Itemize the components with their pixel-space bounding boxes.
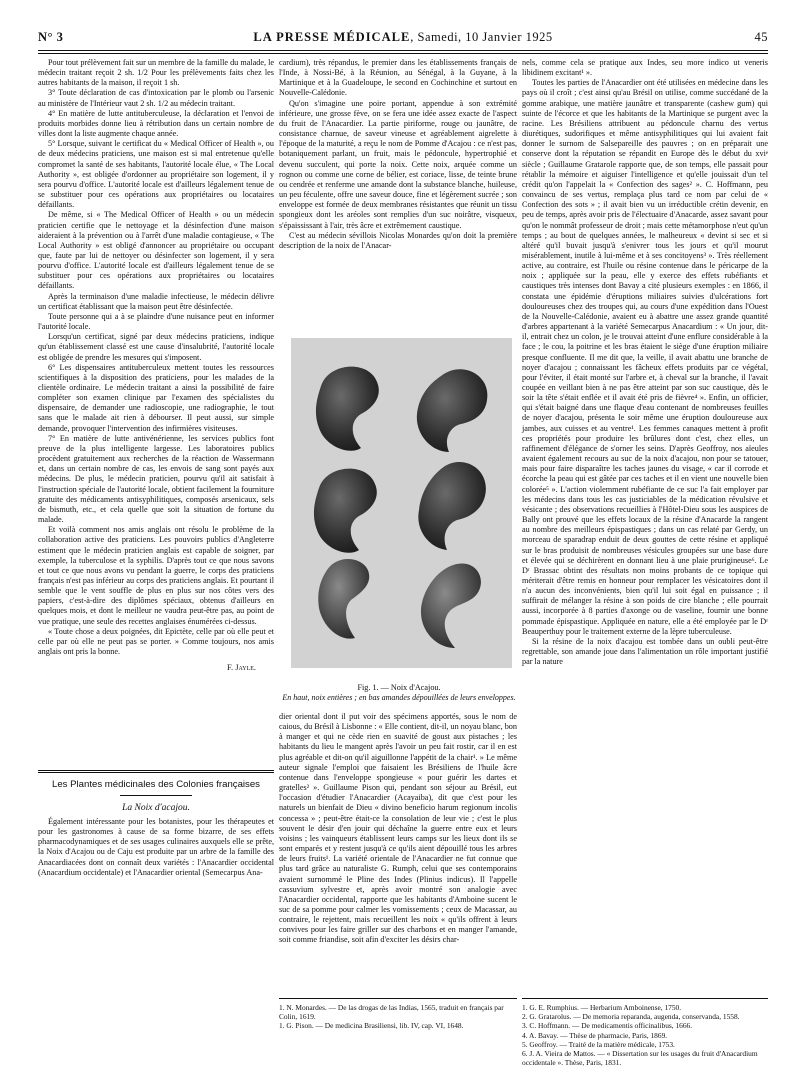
footnote-rule-col3 xyxy=(522,998,768,999)
column-2-bottom xyxy=(279,712,517,946)
page-header xyxy=(38,30,768,48)
paragraph: Qu'on s'imagine une poire portant, appendue à son extrémité inférieure, une grosse fève, on se fera une idée assez exacte de l'aspect du fruit de l'Anacardier. La partie piriforme, rouge ou jaunâtre, de consistance charnue, de saveur vineuse et agréablement aigrelette à l'époque de la maturité, a reçu le nom de Pomme d'Acajou : ce n'est pas, botaniquement parlant, un fruit, mais le pédoncule, hypertrophié et devenu succulent, qui porte la noix. Cette noix, arquée comme un rognon ou comme une corne de bélier, est coriace, lisse, de teinte brune ou cendrée et renferme une amande dont la substance blanche, huileuse, un peu féculente, offre une saveur douce, fine et légèrement sucrée ; son enveloppe est formée de deux membranes résistantes que réunit un tissu spongieux dont les aréoles sont remplies d'un suc noirâtre, visqueux, s'épaississant à l'air, très âcre et extrêmement caustique. xyxy=(279,98,517,230)
page-number: 45 xyxy=(754,30,768,44)
issue-date: , Samedi, 10 Janvier 1925 xyxy=(410,30,553,44)
paragraph: Toute personne qui a à se plaindre d'une nuisance peut en informer l'autorité locale. xyxy=(38,311,274,332)
paragraph: 7° En matière de lutte antivénérienne, les services publics font preuve de la plus intelligente largesse. Les laboratoires publics procèdent gratuitement aux recherches de la réaction de Wassermann et, dans un certain nombre de cas, les envois de sang sont payés aux médecins. De plus, le médecin praticien, pourvu qu'il ait satisfait à l'instruction spéciale de l'autorité locale, obtient facilement la fourniture gratuite des médicaments antisyphilitiques, composés arsenicaux, sels de bismuth, etc., et cela quelle que soit la situation de fortune du malade. xyxy=(38,433,274,525)
footnote: 4. A. Bavay. — Thèse de pharmacie, Paris, 1869. xyxy=(522,1030,668,1040)
footnote: 5. Geoffroy. — Traité de la matière médicale, 1753. xyxy=(522,1039,675,1049)
paragraph: dier oriental dont il put voir des spécimens apportés, sous le nom de caious, du Brésil à Lisbonne : « Elle contient, dit-il, un noyau blanc, bon à manger et qui ne cède rien en suavité de goust aux pistaches ; les habitants du lieu le mangent après l'avoir un peu fait rostir, car il en est plus agréable et dit-on qu'il aiguillonne l'appétit de la chair¹. » Le même auteur signale l'emploi que faisaient les Brésiliens de l'huile âcre contenue dans l'enveloppe spongieuse « pour guérir les dartes et gratelles² ». Guillaume Pison qui, pendant son séjour au Brésil, eut l'occasion d'étudier l'Anacardier (Acayaiba), dit que c'est pour les naturels un bienfait de Dieu « divino beneficio harum regionum incolis concessa » ; peut-être était-ce la consolation de leur vie ; c'est le plus souvent le désir d'en jouir qui déchaîne la guerre entre eux et leurs voisins ; les vainqueurs établissent leurs camps sur les lieux dont ils se sont emparés et y restent jusqu'à ce qu'ils aient dépouillé tous les arbres de leurs fruits¹. La variété orientale de l'Anacardier ne fut connue que plus tard grâce au naturaliste G. Rumph, celui que ses contemporains avaient surnommé le Pline des Indes (Plinius indicus). Il l'appelle cassuvium sylvestre et, après avoir montré son analogie avec l'Anacardier occidental, rapporte que les habitants d'Amboine sucent le suc de sa pomme pour calmer les vomissements ; ceux de Macassar, au contraire, le rejettent, mais recueillent les noix « qu'ils offrent à leurs convives pour les faire griller sur des charbons et en manger l'amande, soit comme friandise, soit afin d'exciter les désirs char- xyxy=(279,712,517,945)
paragraph: nels, comme cela se pratique aux Indes, seu more indico ut veneris libidinem excitant¹ ». xyxy=(522,58,768,78)
paragraph: cardium), très répandus, le premier dans les établissements français de l'Inde, à Nossi-Bé, à la Réunion, au Sénégal, à la Guyane, à la Martinique et à la Guadeloupe, le second en Cochinchine et surtout en Nouvelle-Calédonie. xyxy=(279,58,517,98)
column-2-top xyxy=(279,58,517,251)
footnote: 1. G. Pison. — De medicina Brasiliensi, lib. IV, cap. VI, 1648. xyxy=(279,1021,464,1031)
paragraph: Pour tout prélèvement fait sur un membre de la famille du malade, le médecin traitant reçoit 2 sh. 1/2 Pour les prélèvements faits chez les autres habitants de la maison, il reçoit 1 sh. xyxy=(38,58,274,88)
paragraph: 4° En matière de lutte antituberculeuse, la déclaration et l'envoi de produits morbides donne lieu à rétribution dans un certain nombre de villes dont la liste augmente chaque année. xyxy=(38,108,274,139)
paragraph: 5° Lorsque, suivant le certificat du « Medical Officer of Health », ou de deux médecins praticiens, une maison est si mal entretenue qu'elle compromet la santé de ses habitants, l'autorité locale élue, « The Local Authority », est obligée d'ordonner au propriétaire son logement, il y sera pourvu d'office. L'autorité locale est d'ailleurs légalement tenue de se substituer pour ces opérations aux propriétaires ou locataires défaillants. xyxy=(38,139,274,210)
header-rule xyxy=(38,50,768,51)
paragraph: C'est au médecin sévillois Nicolas Monardes qu'on doit la première description de la noix de l'Anacar- xyxy=(279,230,517,250)
paragraph: Et voilà comment nos amis anglais ont résolu le problème de la collaboration active des praticiens. Les pouvoirs publics d'Angleterre estiment que le médecin praticien anglais est capable de soigner, par exemple, la tuberculose et la syphilis. D'après tout ce que nous savons et tout ce que nous avons vu pendant la guerre, le corps des praticiens français n'est pas inférieur au corps des praticiens anglais. Et pourtant il semble que le vent souffle de plus en plus sur nos côtes vers des papiers, c'est-à-dire des diplômes spéciaux, obtenus d'ailleurs en quelques mois, et dont le meilleur ne vaudra peut-être pas, au point de vue pratique, une seule des recettes anglaises énumérées ci-dessus. xyxy=(38,525,274,626)
subsection-title: La Noix d'acajou. xyxy=(122,803,190,813)
paragraph: Après la terminaison d'une maladie infectieuse, le médecin délivre un certificat établissant que la maison peut être désinfectée. xyxy=(38,291,274,311)
figure-caption xyxy=(281,683,517,703)
footnote: 1. N. Monardes. — De las drogas de las Indias, 1565, traduit en français par Colin, 1619. xyxy=(279,1003,504,1022)
paragraph: « Toute chose a deux poignées, dit Epictète, celle par où elle peut et celle par où elle ne peut pas se porter. » Comme toujours, nos amis anglais ont pris la bonne. xyxy=(38,626,274,657)
figure-cashew-nuts-photo xyxy=(291,338,512,668)
masthead xyxy=(38,30,768,45)
caption-description: En haut, noix entières ; en bas amandes dépouillées de leurs enveloppes. xyxy=(282,693,516,703)
caption-title: Fig. 1. — Noix d'Acajou. xyxy=(357,683,441,692)
journal-title: LA PRESSE MÉDICALE xyxy=(253,30,411,44)
section-title: Les Plantes médicinales des Colonies françaises xyxy=(52,779,260,790)
paragraph: Toutes les parties de l'Anacardier ont été utilisées en médecine dans les pays où il croît ; c'est ainsi qu'au Brésil on utilise, comme succédané de la gomme arabique, une matière jaunâtre et transparente (cashew gum) qui suinte de l'écorce et que les habitants de la Martinique se purgent avec la racine. Les Brésiliens attribuent au pédoncule charnu des vertus diurétiques, sudorifiques et même antisyphilitiques qui lui avaient fait donner le surnom de Salsepareille des pauvres ; on en préparait une conserve dont la réputation se répandit en Europe dès le début du xviᵉ siècle ; Guillaume Gratarole rapporte que, de son temps, elle passait pour rétablir la mémoire et aiguiser l'intelligence et qu'elle jouissait d'un tel crédit qu'on l'appelait la « Confection des sages² ». C. Hoffmann, peu convaincu de ses vertus, remplaça plus tard ce nom par celui de « Confection des sots » ; il avait bien vu un irréductible crétin devenir, en peu de temps, après avoir pris de l'électuaire d'Anacarde, assez savant pour qu'on le nommât professeur de droit ; mais cette métamorphose n'eut qu'un temps ; au bout de quelques années, le malheureux « devint si sec et si altéré qu'il buvait jusqu'à s'enivrer tous les jours et qu'il mourut misérablement, inutile à lui-même et à ses concitoyens³ ». Très réellement active, au contraire, est l'huile ou résine contenue dans le péricarpe de la noix ; appliquée sur la peau, elle y exerce des effets rubéfiants et caustiques très intenses dont Bavay a cité plusieurs exemples : en 1866, il constata une épidémie d'éruptions miliaires suivies d'ulcérations fort douloureuses chez des troupes qui, au cours d'une expédition dans l'Ouest de la Nouvelle-Calédonie, avaient eu à abattre une assez grande quantité d'arbres appartenant à la variété Semecarpus Anacardium : « Un jour, dit-il, entrait chez un colon, je le trouvai atteint d'une enflure considérable à la face ; le cou, la poitrine et les bras étaient le siège d'une éruption miliaire presque confluente. Il me dit que, la veille, il avait abattu une branche de noyer d'acajou ; connaissant les fâcheux effets produits par ce végétal, pour l'éviter, il était monté sur l'arbre et, à cheval sur la branche, il l'avait coupée en veillant bien à ne pas être atteint par son suc caustique, dès le soir la tête s'était enflée et il avait été pris de fièvre⁴ ». Enfin, un officier, qui s'était baigné dans une flaque d'eau contenant de nombreuses feuilles de noyer d'acajou, présenta le soir même une éruption douloureuse aux jambes, aux cuisses et au ventre¹. Les femmes canaques mettent à profit ces propriétés pour produire les brûlures dont c'est, chez elles, un raffinement d'élégance de s'orner les seins. D'après Geoffroy, nos aïeules avaient également recours au suc de la noix d'acajou, non pour se tatouer, mais pour faire disparaître les taches jaunes du visage, « car il corrode et écorche la peau qui est gâtée par ces taches et il en vient une nouvelle bien colorée⁵ ». L'action violemment rubéfiante de ce suc l'a fait employer par les médecins dans tous les cas justiciables de la médication révulsive et vésicante ; des observations recueillies à l'Hôtel-Dieu sous les auspices de Bally ont prouvé que les effets locaux de la résine d'Anacarde la rangent au nombre des meilleurs épispastiques ; dans un cas relaté par Gerdy, un morceau de sparadrap enduit de deux gouttes de cette résine et appliqué sur le bras produisit de nombreuses vésicules groupées sur une base dure et élevée qui se déchirèrent en donnant lieu à une plaie prurigineuse⁶. Le Dʳ Brassac obtint des résultats non moins probants de ce topique qui mériterait d'être remis en honneur pour remplacer les vésicatoires dont il n'a aucun des inconvénients, bien qu'il lui soit égal en puissance ; il suffirait de mélanger la résine à son poids de cire blanche ; elle pourrait aussi, incorporée à 8 parties d'axonge ou de vaseline, fournir une bonne pommade épispastique. Appliquée en nature, elle a été employée par le Dʳ Beauperthuy pour le traitement externe de la lèpre tuberculeuse. xyxy=(522,78,768,636)
section-rule-short xyxy=(120,795,192,796)
paragraph: Si la résine de la noix d'acajou est tombée dans un oubli peut-être regrettable, son amande joue dans l'alimentation un rôle important justifié par la nature xyxy=(522,636,768,667)
column-3 xyxy=(522,58,768,667)
paragraph: Également intéressante pour les botanistes, pour les thérapeutes et pour les gastronomes à cause de sa forme bizarre, de ses effets pharmacodynamiques et de ses usages culinaires auxquels elle se prête, la Noix d'Acajou ou de Caju est produite par un arbre de la famille des Anacardiacées dont on connaît deux variétés : l'Anacardier occidental (Anacardium occidentale) et l'Anacardier oriental (Semecarpus Ana- xyxy=(38,817,274,877)
author-signature: F. Jayle. xyxy=(227,663,256,673)
paragraph: Lorsqu'un certificat, signé par deux médecins praticiens, indique qu'un établissement classé est une cause d'insalubrité, l'autorité locale est obligée de prendre les mesures qui s'imposent. xyxy=(38,332,274,362)
footnote: 3. C. Hoffmann. — De medicamentis officinalibus, 1666. xyxy=(522,1021,693,1031)
footnote: 1. G. E. Rumphius. — Herbarium Amboinense, 1750. xyxy=(522,1003,682,1012)
issue-number: N° 3 xyxy=(38,30,64,44)
footnote: 6. J. A. Vieira de Mattos. — « Dissertation sur les usages du fruit d'Anacardium occidentale ». Thèse, Paris, 1831. xyxy=(522,1049,758,1068)
cashew-nuts-image xyxy=(291,338,512,668)
footnotes-column-2 xyxy=(279,1003,517,1031)
section-rule-top xyxy=(38,770,274,771)
column-1-top xyxy=(38,58,274,673)
header-rule-2 xyxy=(38,53,768,54)
paragraph: 6° Les dispensaires antituberculeux mettent toutes les ressources scientifiques à la disposition des praticiens, pour les malades de la clientèle ordinaire. Le médecin traitant a ainsi la possibilité de faire compléter son examen clinique par l'examen des spécialistes du dispensaire, de demander une radioscopie, une radiographie, le tout sans que le malade ait rien à débourser. Il peut aussi, sur simple demande, provoquer l'intervention des infirmières visiteuses. xyxy=(38,362,274,433)
section-rule-top-2 xyxy=(38,772,274,773)
footnote: 2. G. Gratarolus. — De memoria reparanda, augenda, conservanda, 1558. xyxy=(522,1012,740,1022)
column-1-bottom xyxy=(38,817,274,878)
paragraph: 3° Toute déclaration de cas d'intoxication par le plomb ou l'arsenic au ministère de l'Intérieur vaut 2 sh. 1/2 au médecin traitant. xyxy=(38,88,274,108)
footnote-rule-col2 xyxy=(279,998,517,999)
footnotes-column-3 xyxy=(522,1003,768,1067)
paragraph: De même, si « The Medical Officer of Health » ou un médecin praticien certifie que le nettoyage et la désinfection d'une maison aideraient à la prévention ou à l'arrêt d'une maladie contagieuse, « The Local Authority » est obligé d'annoncer au propriétaire ou occupant que, faute par lui de nettoyer ou désinfecter son logement, il y sera pourvu d'office. L'autorité locale est d'ailleurs légalement tenue de se substituer pour ces opérations aux propriétaires ou locataires défaillants. xyxy=(38,210,274,291)
